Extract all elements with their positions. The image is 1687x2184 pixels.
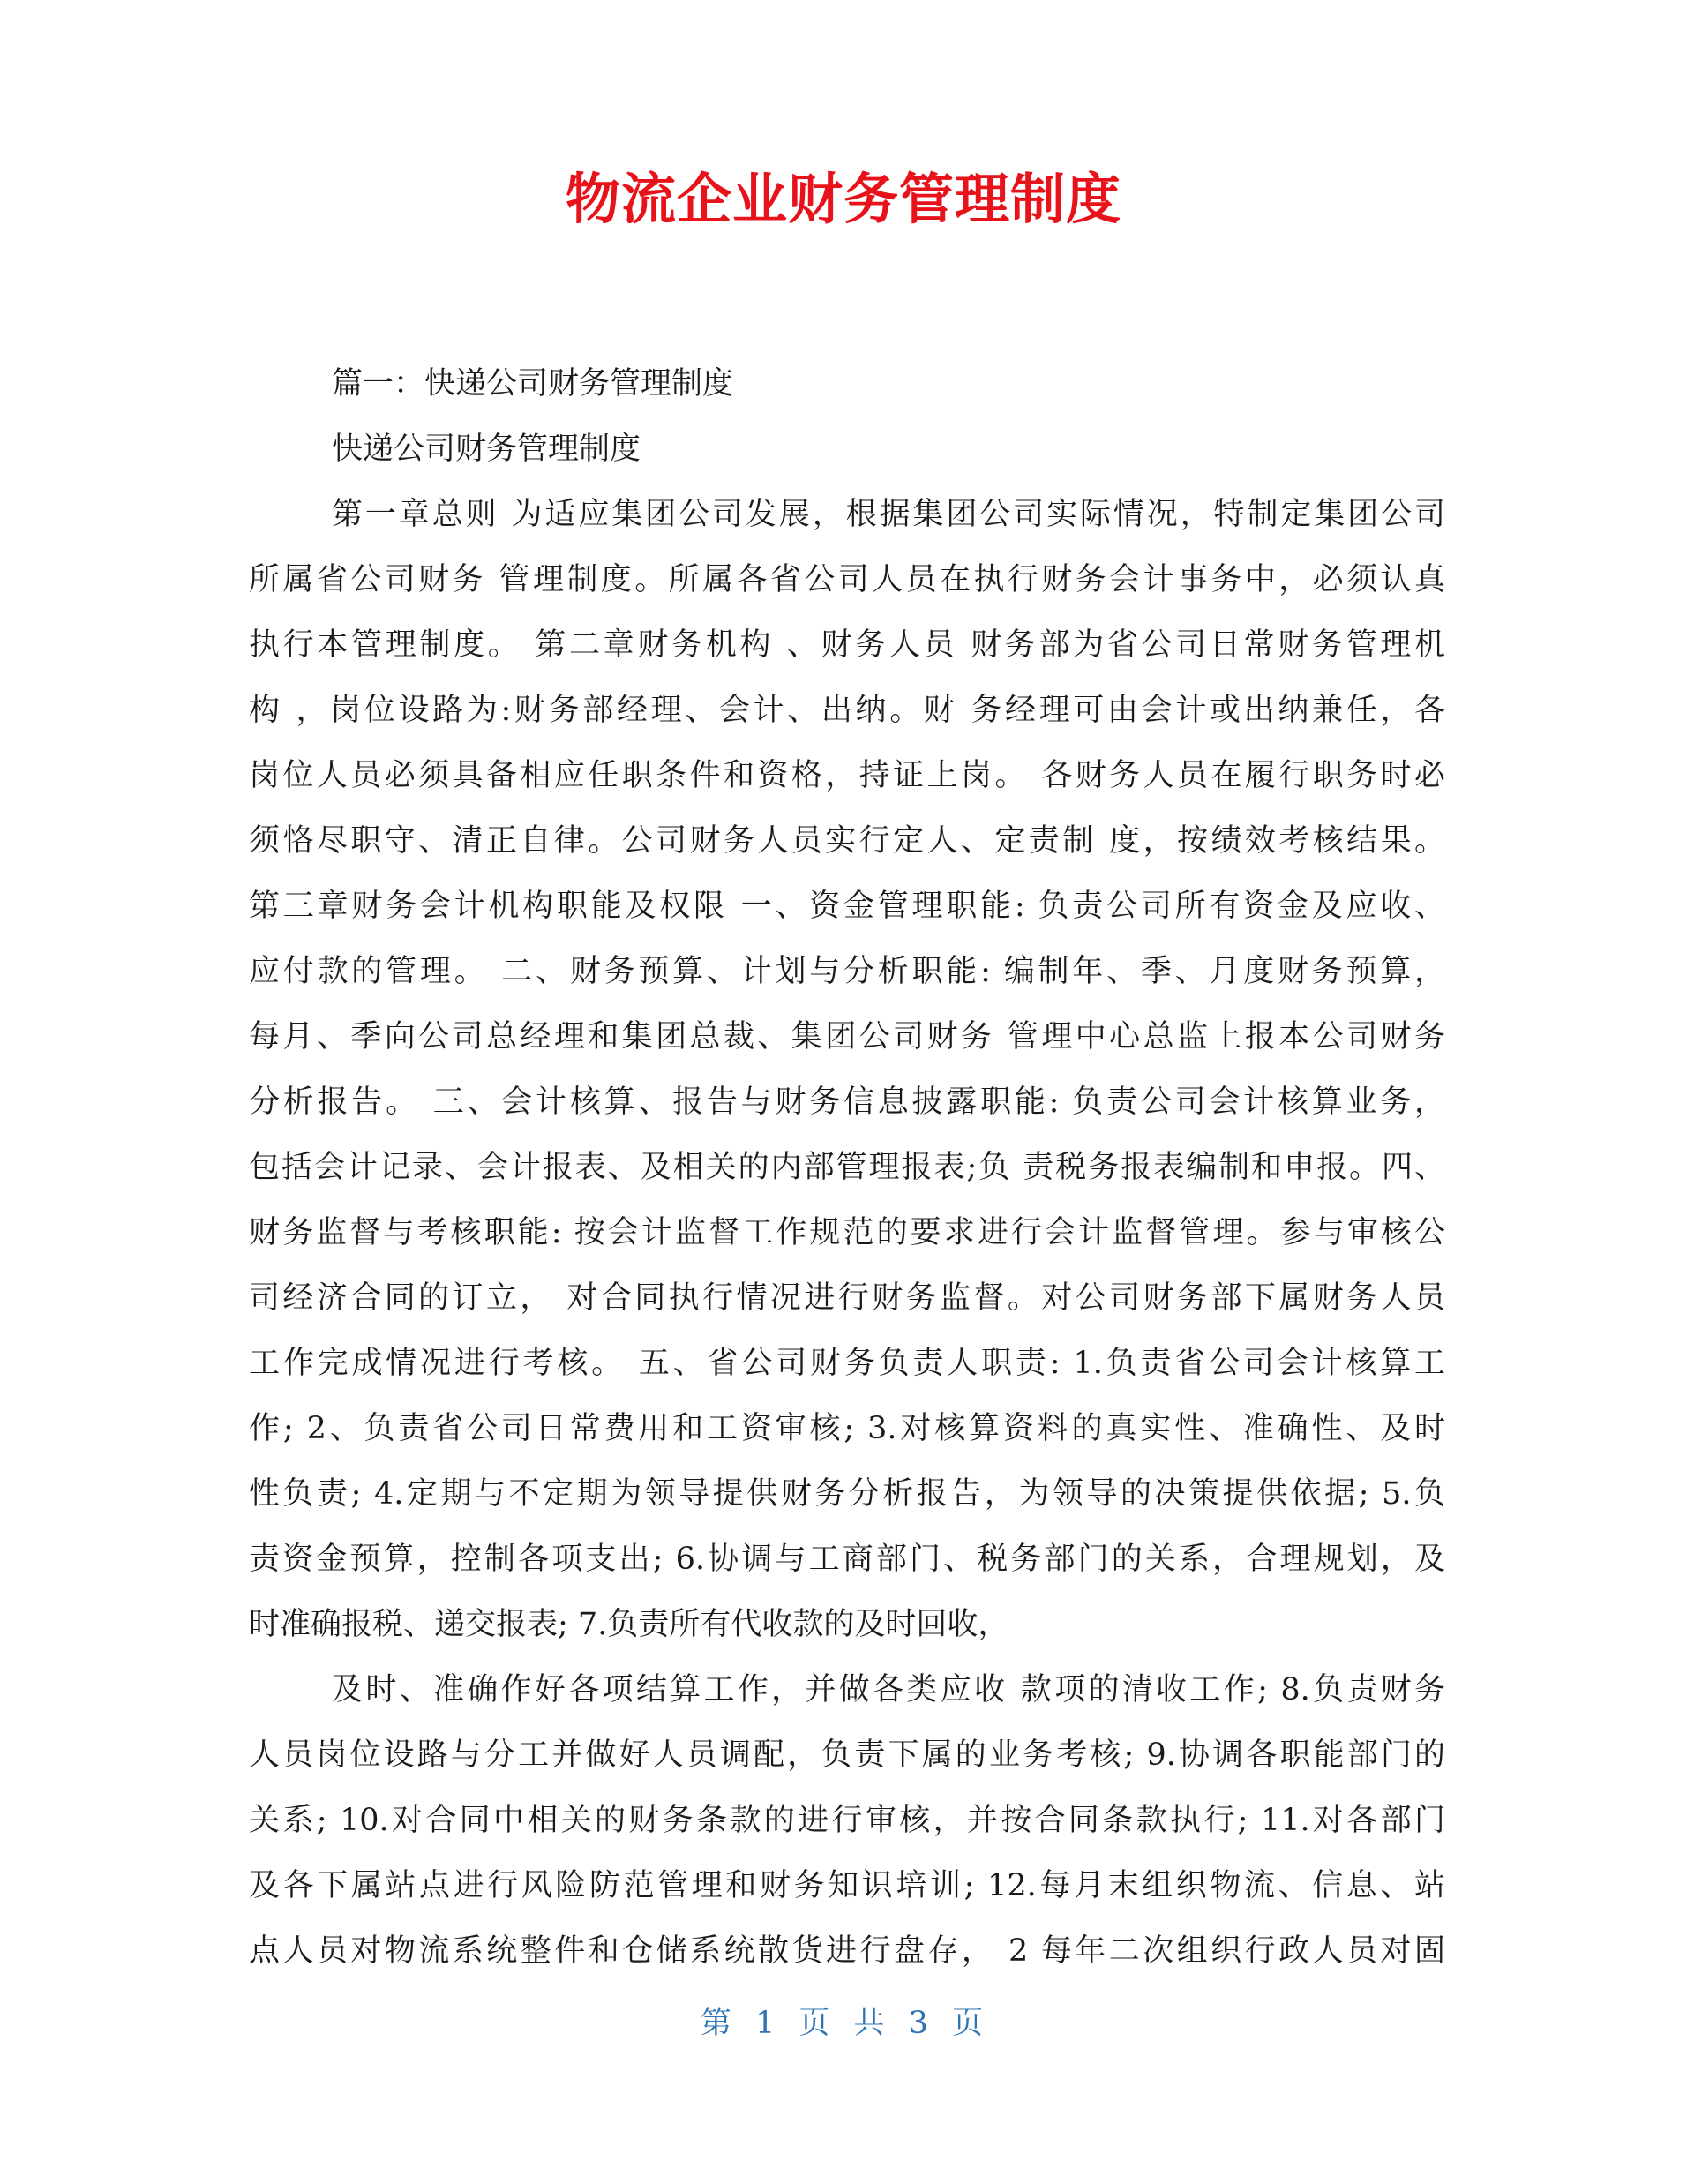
- paragraph-line: 司经济合同的订立， 对合同执行情况进行财务监督。对公司财务部下属财务人员: [249, 1280, 1445, 1316]
- paragraph-line: 每月、季向公司总经理和集团总裁、集团公司财务 管理中心总监上报本公司财务: [249, 1019, 1445, 1054]
- paragraph-line: 财务监督与考核职能: 按会计监督工作规范的要求进行会计监督管理。参与审核公: [249, 1215, 1445, 1250]
- paragraph-line: 岗位人员必须具备相应任职条件和资格，持证上岗。 各财务人员在履行职务时必: [249, 758, 1445, 793]
- document-title: 物流企业财务管理制度: [565, 167, 1121, 231]
- paragraph-line: 作; 2、负责省公司日常费用和工资审核; 3.对核算资料的真实性、准确性、及时: [249, 1411, 1445, 1446]
- document-body: [249, 351, 1445, 1984]
- paragraph-line: 分析报告。 三、会计核算、报告与财务信息披露职能: 负责公司会计核算业务，: [249, 1084, 1445, 1120]
- paragraph-line: 及时、准确作好各项结算工作，并做各类应收 款项的清收工作; 8.负责财务: [332, 1672, 1445, 1707]
- paragraph-line: 须恪尽职守、清正自律。公司财务人员实行定人、定责制 度，按绩效考核结果。: [249, 823, 1445, 859]
- paragraph-line: 执行本管理制度。 第二章财务机构 、财务人员 财务部为省公司日常财务管理机: [249, 627, 1445, 663]
- paragraph-line: 应付款的管理。 二、财务预算、计划与分析职能: 编制年、季、月度财务预算，: [249, 954, 1445, 989]
- paragraph-line: 第一章总则 为适应集团公司发展，根据集团公司实际情况，特制定集团公司: [332, 497, 1445, 532]
- paragraph-line: 关系; 10.对合同中相关的财务条款的进行审核，并按合同条款执行; 11.对各部门: [249, 1803, 1445, 1838]
- paragraph-line: 所属省公司财务 管理制度。所属各省公司人员在执行财务会计事务中，必须认真: [249, 562, 1445, 597]
- paragraph-line: 点人员对物流系统整件和仓储系统散货进行盘存， 2 每年二次组织行政人员对固: [249, 1933, 1445, 1969]
- paragraph-line: 构 ，岗位设路为:财务部经理、会计、出纳。财 务经理可由会计或出纳兼任，各: [249, 693, 1445, 728]
- paragraph-line: 性负责; 4.定期与不定期为领导提供财务分析报告，为领导的决策提供依据; 5.负: [249, 1476, 1445, 1512]
- page-footer: 第 1 页 共 3 页: [700, 2006, 987, 2041]
- paragraph-line: 时准确报税、递交报表; 7.负责所有代收款的及时回收，: [249, 1607, 1009, 1642]
- paragraph-line: 及各下属站点进行风险防范管理和财务知识培训; 12.每月末组织物流、信息、站: [249, 1868, 1445, 1903]
- section-heading: 篇一：快递公司财务管理制度: [332, 366, 734, 402]
- paragraph-line: 人员岗位设路与分工并做好人员调配，负责下属的业务考核; 9.协调各职能部门的: [249, 1737, 1445, 1773]
- paragraph-line: 工作完成情况进行考核。 五、省公司财务负责人职责: 1.负责省公司会计核算工: [249, 1346, 1445, 1381]
- subtitle: 快递公司财务管理制度: [332, 432, 641, 467]
- paragraph-line: 责资金预算，控制各项支出; 6.协调与工商部门、税务部门的关系，合理规划，及: [249, 1542, 1445, 1577]
- paragraph-line: 第三章财务会计机构职能及权限 一、资金管理职能: 负责公司所有资金及应收、: [249, 889, 1445, 924]
- paragraph-line: 包括会计记录、会计报表、及相关的内部管理报表;负 责税务报表编制和申报。四、: [249, 1150, 1445, 1185]
